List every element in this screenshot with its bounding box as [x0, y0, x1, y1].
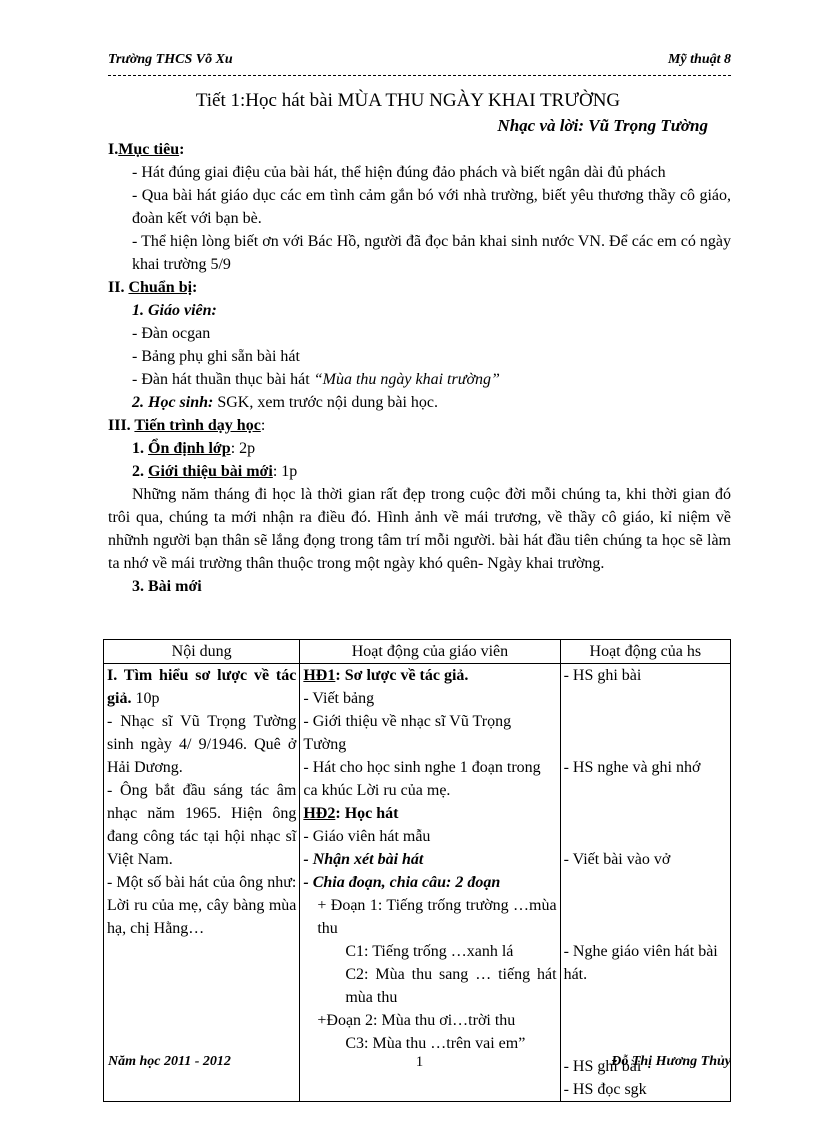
step-new-lesson: 3. Bài mới: [132, 578, 202, 595]
student-activity-cell: - HS ghi bài - HS nghe và ghi nhớ - Viết bài vào vở - Nghe giáo viên hát bài hát. - HS ghi bài - HS đọc sgk: [560, 664, 730, 1102]
lesson-title: Tiết 1:Học hát bài MÙA THU NGÀY KHAI TRƯỜNG: [195, 90, 621, 111]
lesson-subtitle: Nhạc và lời: Vũ Trọng Tường: [497, 116, 708, 135]
content-cell: I. Tìm hiểu sơ lược về tác giả. 10p - Nhạc sĩ Vũ Trọng Tường sinh ngày 4/ 9/1946. Quê ở Hải Dương. - Ông bắt đầu sáng tác âm nhạc năm 1965. Hiện ông đang công tác tại hội nhạc sĩ Việt Nam. - Một số bài hát của ông như: Lời ru của mẹ, cây bàng mùa hạ, chị Hằng…: [104, 664, 300, 1102]
objective-item: - Hát đúng giai điệu của bài hát, thể hiện đúng đảo phách và biết ngân dài đủ phách: [132, 164, 666, 181]
table-row: [104, 664, 731, 1102]
step-stabilize: 1. Ổn định lớp: 2p: [132, 440, 256, 457]
objective-item: - Qua bài hát giáo dục các em tình cảm gắn bó với nhà trường, biết yêu thương thầy cô giáo, đoàn kết với bạn bè.: [132, 187, 731, 227]
footer-author: Đỗ Thị Hương Thủy: [611, 1054, 731, 1069]
intro-paragraph: Những năm tháng đi học là thời gian rất đẹp trong cuộc đời mỗi chúng ta, khi thời gian đó trôi qua, chúng ta mới nhận ra điều đó. Hình ảnh về mái trương, về thầy cô giáo, kỉ niệm về nhữnh người bạn thân sẽ lắng đọng trong tâm trí mỗi người. bài hát đầu tiên chúng ta học sẽ làm ta nhớ về mái trường thân thuộc trong một ngày khó quên- Ngày khai trường.: [108, 486, 731, 572]
student-item: 2. Học sinh: SGK, xem trước nội dung bài học.: [132, 394, 438, 411]
teacher-item: - Đàn hát thuần thục bài hát “Mùa thu ngày khai trường”: [132, 371, 500, 388]
section-objectives-heading: I.Mục tiêu:: [108, 141, 185, 158]
header-divider: [108, 75, 731, 76]
step-introduce: 2. Giới thiệu bài mới: 1p: [132, 463, 298, 480]
section-process-heading: III. Tiến trình dạy học:: [108, 417, 266, 434]
teacher-label: 1. Giáo viên:: [132, 302, 217, 319]
objective-item: - Thể hiện lòng biết ơn với Bác Hồ, người đã đọc bản khai sinh nước VN. Để các em có ngày khai trường 5/9: [132, 233, 731, 273]
lesson-table: [103, 639, 731, 1102]
teacher-activity-cell: HĐ1: Sơ lược về tác giả. - Viết bảng - Giới thiệu về nhạc sĩ Vũ Trọng Tường - Hát cho học sinh nghe 1 đoạn trong ca khúc Lời ru của mẹ. HĐ2: Học hát - Giáo viên hát mẫu - Nhận xét bài hát - Chia đoạn, chia câu: 2 đoạn + Đoạn 1: Tiếng trống trường …mùa thu C1: Tiếng trống …xanh lá C2: Mùa thu sang … tiếng hát mùa thu +Đoạn 2: Mùa thu ơi…trời thu C3: Mùa thu …trên vai em”: [300, 664, 560, 1102]
page-number: 1: [415, 1054, 424, 1070]
column-header: Hoạt động của hs: [560, 640, 730, 664]
teacher-item: - Đàn ocgan: [132, 325, 211, 342]
table-header-row: [104, 640, 731, 664]
page-header: [108, 52, 731, 72]
lesson-body: [108, 138, 731, 598]
teacher-item: - Bảng phụ ghi sẵn bài hát: [132, 348, 300, 365]
header-school: Trường THCS Võ Xu: [108, 52, 233, 67]
column-header: Hoạt động của giáo viên: [300, 640, 560, 664]
footer-year: Năm học 2011 - 2012: [108, 1054, 231, 1069]
header-subject: Mỹ thuật 8: [667, 52, 731, 67]
page-footer: [108, 1054, 731, 1074]
section-preparation-heading: II. Chuẩn bị:: [108, 279, 198, 296]
column-header: Nội dung: [104, 640, 300, 664]
